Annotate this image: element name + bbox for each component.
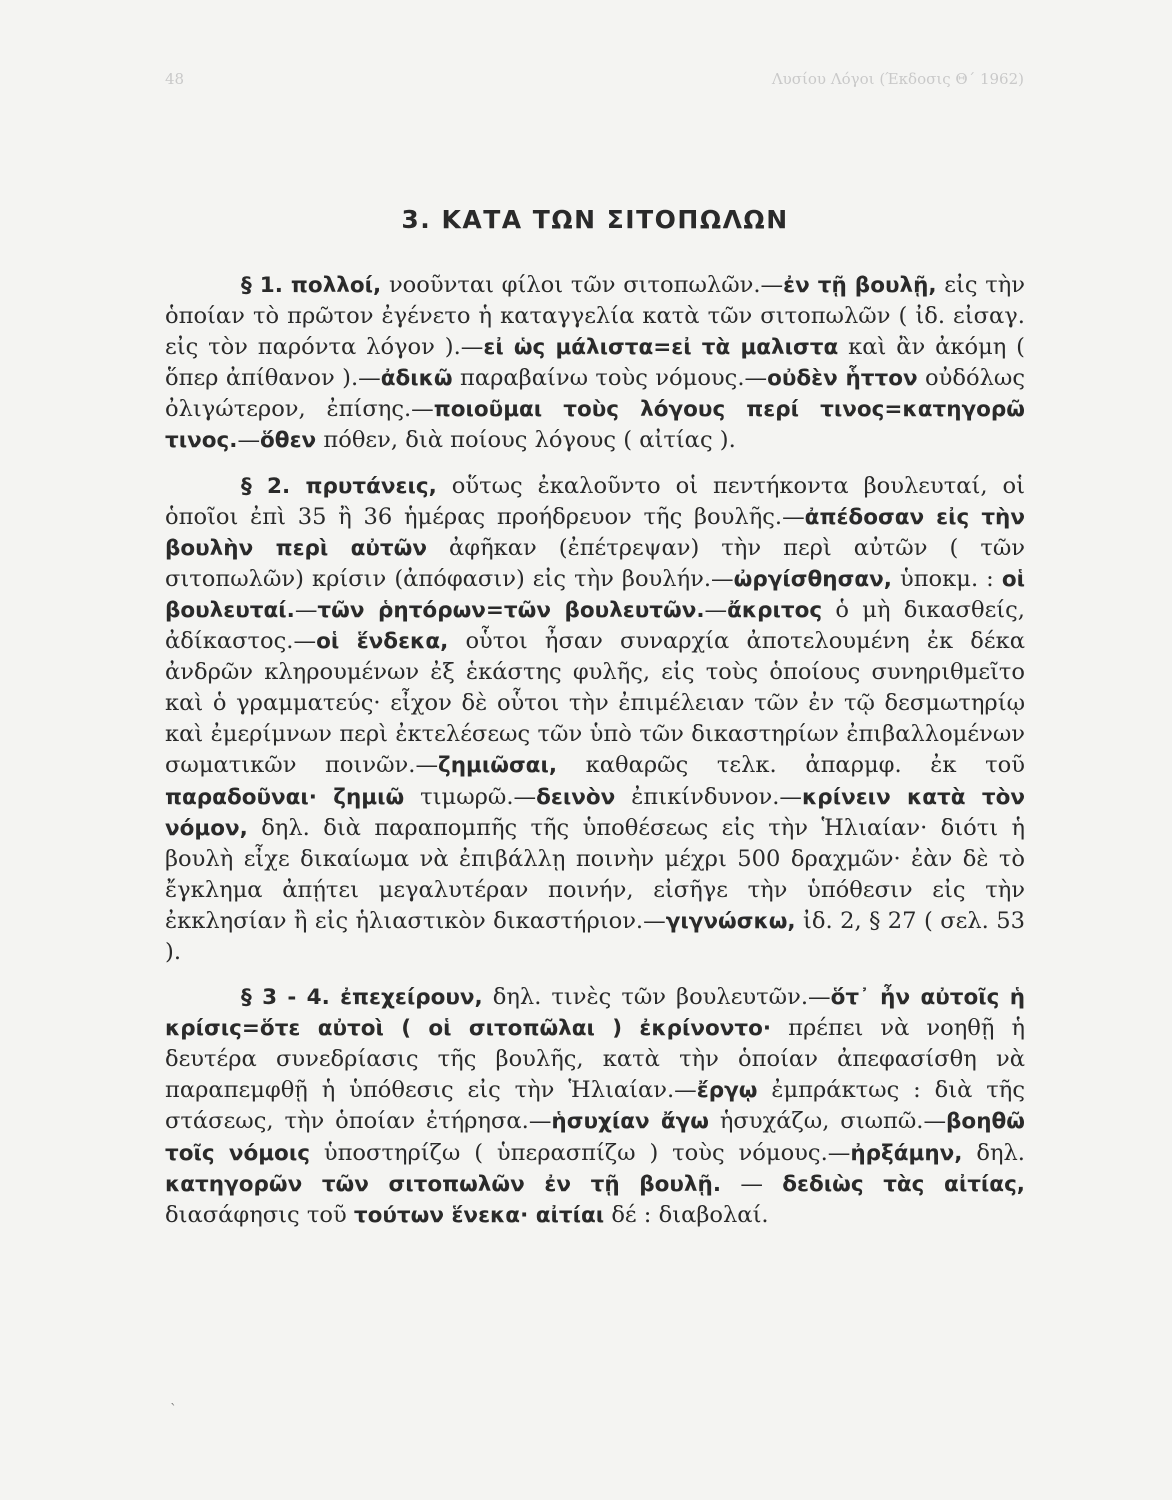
section-heading: § 3 - 4. — [241, 985, 341, 1011]
gloss-text: ἐμπράκτως : διὰ τῆς στάσεως, τὴν ὁποίαν ἐτήρησα.— — [165, 1077, 1025, 1135]
gloss-text: ὁ μὴ δικασθείς, ἀδίκαστος.— — [165, 596, 1025, 655]
gloss-text: — — [704, 596, 728, 623]
paragraph-s2 — [165, 471, 1025, 969]
gloss-text: δέ : διαβολαί. — [604, 1201, 769, 1228]
gloss-text: ἀφῆκαν (ἐπέτρεψαν) τὴν περὶ αὐτῶν ( τῶν σιτοπωλῶν) κρίσιν (ἀπόφασιν) εἰς τὴν βουλήν.— — [165, 534, 1025, 592]
paragraph-s34 — [165, 982, 1025, 1231]
lemma: εἰ ὡς μάλιστα=εἰ τὰ μαλιστα — [483, 335, 839, 361]
gloss-text: δηλ. διὰ παραπομπῆς τῆς ὑποθέσεως εἰς τὴν Ἡλιαίαν· διότι ἡ βουλὴ εἶχε δικαίωμα νὰ ἐπιβάλλῃ ποινὴν μέχρι 500 δραχμῶν· ἐὰν δὲ τὸ ἔγκλημα ἀπῄτει μεγαλυτέραν ποινήν, εἰσῆγε τὴν ὑπόθεσιν εἰς τὴν ἐκκλησίαν ἢ εἰς ἡλιαστικὸν δικαστήριον.— — [165, 814, 1025, 934]
running-header — [165, 70, 1024, 88]
gloss-text: οὕτως ἐκαλοῦντο οἱ πεντήκοντα βουλευταί, οἱ ὁποῖοι ἐπὶ 35 ἢ 36 ἡμέρας προήδρευον τῆς βουλῆς.— — [165, 472, 1025, 530]
lemma: ἔργῳ — [696, 1078, 758, 1104]
gloss-text: ὑποστηρίζω ( ὑπερασπίζω ) τοὺς νόμους.— — [309, 1139, 851, 1166]
lemma: τούτων ἕνεκα· αἰτίαι — [353, 1202, 605, 1228]
lemma: ἡσυχίαν ἄγω — [551, 1109, 709, 1135]
lemma: δεινὸν — [536, 784, 616, 810]
lemma: δεδιὼς τὰς αἰτίας, — [782, 1171, 1025, 1197]
gloss-text: διασάφησις τοῦ — [165, 1201, 354, 1228]
gloss-text: οὗτοι ἦσαν συναρχία ἀποτελουμένη ἐκ δέκα ἀνδρῶν κληρουμένων ἐξ ἑκάστης φυλῆς, εἰς τοὺς ὁποίους συνηριθμεῖτο καὶ ὁ γραμματεύς· εἶχον δὲ οὗτοι τὴν ἐπιμέλειαν τῶν ἐν τῷ δεσμωτηρίῳ καὶ ἐμερίμνων περὶ ἐκτελέσεως τῶν ὑπὸ τῶν δικαστηρίων ἐπιβαλλομένων σωματικῶν ποινῶν.— — [165, 628, 1025, 779]
running-title: Λυσίου Λόγοι (Έκδοσις Θ΄ 1962) — [771, 70, 1024, 88]
lemma: κατηγορῶν τῶν σιτοπωλῶν ἐν τῇ βουλῇ. — [165, 1171, 722, 1197]
gloss-text: τιμωρῶ.— — [404, 783, 537, 810]
lemma: ἀπέδοσαν εἰς τὴν βουλὴν περὶ αὐτῶν — [165, 504, 1025, 561]
gloss-text: ἰδ. 2, § 27 ( σελ. 53 ). — [165, 907, 1025, 965]
lemma: πολλοί, — [290, 273, 382, 298]
gloss-text: δηλ. τινὲς τῶν βουλευτῶν.— — [482, 984, 831, 1011]
gloss-text: οὐδόλως ὀλιγώτερον, ἐπίσης.— — [165, 365, 1025, 423]
gloss-text: νοοῦνται φίλοι τῶν σιτοπωλῶν.— — [381, 272, 784, 298]
gloss-text: ὑποκμ. : — [891, 565, 1002, 592]
lemma: οἱ ἕνδεκα, — [316, 629, 449, 655]
lemma: παραδοῦναι· ζημιῶ — [165, 784, 405, 810]
lemma: ἀδικῶ — [380, 366, 453, 392]
lemma: πρυτάνεις, — [305, 473, 437, 499]
lemma: ζημιῶσαι, — [438, 753, 558, 779]
gloss-text: πόθεν, διὰ ποίους λόγους ( αἰτίας ). — [316, 427, 736, 454]
lemma: ἐν τῇ βουλῇ, — [783, 273, 937, 298]
lemma: ἠρξάμην, — [850, 1140, 963, 1166]
lemma: οὐδὲν ἧττον — [767, 366, 918, 392]
lemma: οἱ βουλευταί. — [165, 566, 1025, 623]
document-page — [165, 205, 1025, 1245]
lemma: ὅθεν — [260, 428, 317, 454]
gloss-text: καθαρῶς τελκ. ἀπαρμφ. ἐκ τοῦ — [557, 752, 1026, 779]
gloss-text: δηλ. — [962, 1139, 1025, 1166]
section-heading: § 2. — [241, 473, 306, 499]
gloss-text: παραβαίνω τοὺς νόμους.— — [452, 365, 768, 392]
lemma: κρίνειν κατὰ τὸν νόμον, — [165, 784, 1025, 841]
lemma: τῶν ῥητόρων=τῶν βουλευτῶν. — [317, 597, 705, 623]
gloss-text: — — [237, 427, 261, 454]
lemma: ὠργίσθησαν, — [733, 566, 892, 592]
gloss-text: ἐπικίνδυνον.— — [615, 783, 803, 810]
gloss-text: ἡσυχάζω, σιωπῶ.— — [708, 1108, 947, 1135]
chapter-title: 3. ΚΑΤΑ ΤΩΝ ΣΙΤΟΠΩΛΩΝ — [401, 205, 789, 234]
lemma: γιγνώσκω, — [665, 908, 796, 934]
gloss-text: πρέπει νὰ νοηθῇ ἡ δευτέρα συνεδρίασις τῆς βουλῆς, κατὰ τὴν ὁποίαν ἀπεφασίσθη νὰ παραπεμφθῇ ἡ ὑπόθεσις εἰς τὴν Ἡλιαίαν.— — [165, 1015, 1025, 1104]
lemma: ἐπεχείρουν, — [340, 985, 483, 1011]
gloss-text: καὶ ἂν ἀκόμη ( ὅπερ ἀπίθανον ).— — [165, 334, 1025, 392]
gloss-text: — — [721, 1170, 783, 1197]
lemma: ὅτ᾽ ἦν αὐτοῖς ἡ κρίσις=ὅτε αὐτοὶ ( οἱ σιτοπῶλαι ) ἐκρίνοντο· — [165, 985, 1025, 1042]
section-heading: § 1. — [241, 273, 291, 298]
gloss-text: εἰς τὴν ὁποίαν τὸ πρῶτον ἐγένετο ἡ καταγγελία κατὰ τῶν σιτοπωλῶν ( ἰδ. εἰσαγ. εἰς τὸν παρόντα λόγον ).— — [165, 272, 1025, 361]
lemma: ἄκριτος — [727, 597, 823, 623]
gloss-text: — — [294, 596, 318, 623]
paragraph-s1 — [165, 270, 1025, 457]
page-number: 48 — [165, 70, 185, 88]
lemma: ποιοῦμαι τοὺς λόγους περί τινος=κατηγορῶ τινος. — [165, 397, 1025, 454]
margin-mark: ` — [170, 1402, 177, 1418]
commentary-body — [165, 270, 1025, 1231]
lemma: βοηθῶ τοῖς νόμοις — [165, 1109, 1025, 1166]
